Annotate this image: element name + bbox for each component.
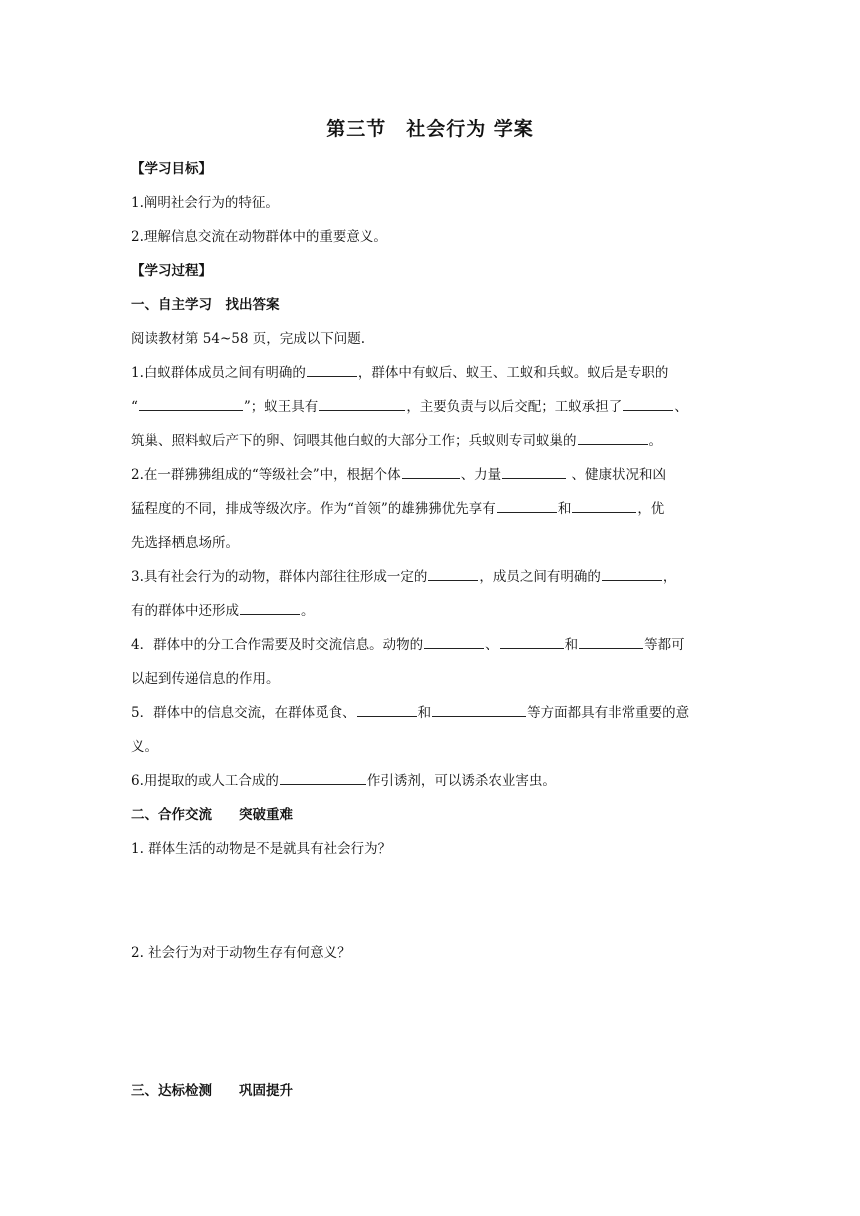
q1-text: 1.白蚁群体成员之间有明确的 — [131, 365, 306, 381]
part2-question-1: 1. 群体生活的动物是不是就具有社会行为？ — [131, 841, 392, 857]
q2-text: 、力量 — [460, 467, 502, 483]
q2-text: ，优 — [637, 501, 665, 517]
question-6-line-1 — [131, 764, 731, 798]
q4-text: 等都可 — [644, 637, 685, 653]
q4-text: 4．群体中的分工合作需要及时交流信息。动物的 — [131, 637, 424, 653]
q3-text: ， — [662, 569, 677, 585]
fill-blank[interactable] — [623, 409, 673, 411]
question-3-line-1 — [131, 560, 731, 594]
part2-question-2: 2. 社会行为对于动物生存有何意义？ — [131, 945, 351, 961]
q1-text: 、 — [674, 399, 688, 415]
q4-text: 和 — [564, 637, 579, 653]
fill-blank[interactable] — [357, 715, 417, 717]
answer-space[interactable] — [131, 866, 731, 936]
part1-intro: 阅读教材第 54~58 页，完成以下问题. — [131, 331, 366, 347]
answer-space[interactable] — [131, 970, 731, 1074]
question-3-line-2 — [131, 594, 731, 628]
question-2-line-1 — [131, 458, 731, 492]
document-title: 第三节 社会行为 学案 — [326, 118, 534, 140]
q2-text: 、健康状况和凶 — [567, 467, 666, 483]
fill-blank[interactable] — [240, 613, 300, 615]
question-2-line-2 — [131, 492, 731, 526]
fill-blank[interactable] — [402, 477, 460, 479]
fill-blank[interactable] — [432, 715, 526, 717]
q3-text: 。 — [301, 603, 315, 619]
q6-text: 6.用提取的或人工合成的 — [131, 773, 279, 789]
q3-text: 有的群体中还形成 — [131, 603, 239, 619]
part1-header: 一、自主学习 找出答案 — [131, 297, 280, 313]
q2-text: 猛程度的不同，排成等级次序。作为“首领”的雄狒狒优先享有 — [131, 501, 496, 517]
q3-text: 3.具有社会行为的动物，群体内部往往形成一定的 — [131, 569, 428, 585]
q1-text: “ — [131, 399, 138, 415]
question-5-line-2: 义。 — [131, 739, 158, 755]
fill-blank[interactable] — [579, 647, 643, 649]
q5-text: 5．群体中的信息交流，在群体觅食、 — [131, 705, 356, 721]
fill-blank[interactable] — [497, 511, 557, 513]
fill-blank[interactable] — [578, 443, 648, 445]
fill-blank[interactable] — [139, 409, 243, 411]
question-5-line-1 — [131, 696, 731, 730]
q1-text: ，主要负责与以后交配；工蚁承担了 — [406, 399, 623, 415]
question-1-line-2 — [131, 390, 731, 424]
fill-blank[interactable] — [572, 511, 636, 513]
q5-text: 和 — [417, 705, 432, 721]
q2-text: 和 — [557, 501, 572, 517]
question-1-line-3 — [131, 424, 731, 458]
q5-text: 等方面都具有非常重要的意 — [527, 705, 690, 721]
q1-text: 。 — [648, 433, 662, 449]
fill-blank[interactable] — [307, 375, 357, 377]
q2-text: 2.在一群狒狒组成的“等级社会”中，根据个体 — [131, 467, 401, 483]
q1-text: 筑巢、照料蚁后产下的卵、饲喂其他白蚁的大部分工作；兵蚁则专司蚁巢的 — [131, 433, 577, 449]
objective-item-1: 1.阐明社会行为的特征。 — [131, 195, 279, 211]
question-1-line-1 — [131, 356, 731, 390]
fill-blank[interactable] — [428, 579, 478, 581]
part3-header: 三、达标检测 巩固提升 — [131, 1083, 293, 1099]
fill-blank[interactable] — [424, 647, 484, 649]
question-4-line-1 — [131, 628, 731, 662]
document-body — [131, 152, 731, 1108]
question-4-line-2: 以起到传递信息的作用。 — [131, 671, 280, 687]
fill-blank[interactable] — [500, 647, 564, 649]
process-header: 【学习过程】 — [131, 263, 212, 279]
q4-text: 、 — [485, 637, 499, 653]
q3-text: ，成员之间有明确的 — [479, 569, 601, 585]
fill-blank[interactable] — [502, 477, 566, 479]
part2-header: 二、合作交流 突破重难 — [131, 807, 293, 823]
q1-text: ，群体中有蚁后、蚁王、工蚁和兵蚁。蚁后是专职的 — [357, 365, 669, 381]
fill-blank[interactable] — [602, 579, 662, 581]
q6-text: 作引诱剂，可以诱杀农业害虫。 — [366, 773, 556, 789]
q1-text: ”；蚁王具有 — [243, 399, 319, 415]
objectives-header: 【学习目标】 — [131, 161, 212, 177]
question-2-line-3: 先选择栖息场所。 — [131, 535, 239, 551]
fill-blank[interactable] — [280, 783, 366, 785]
fill-blank[interactable] — [319, 409, 405, 411]
objective-item-2: 2.理解信息交流在动物群体中的重要意义。 — [131, 229, 387, 245]
